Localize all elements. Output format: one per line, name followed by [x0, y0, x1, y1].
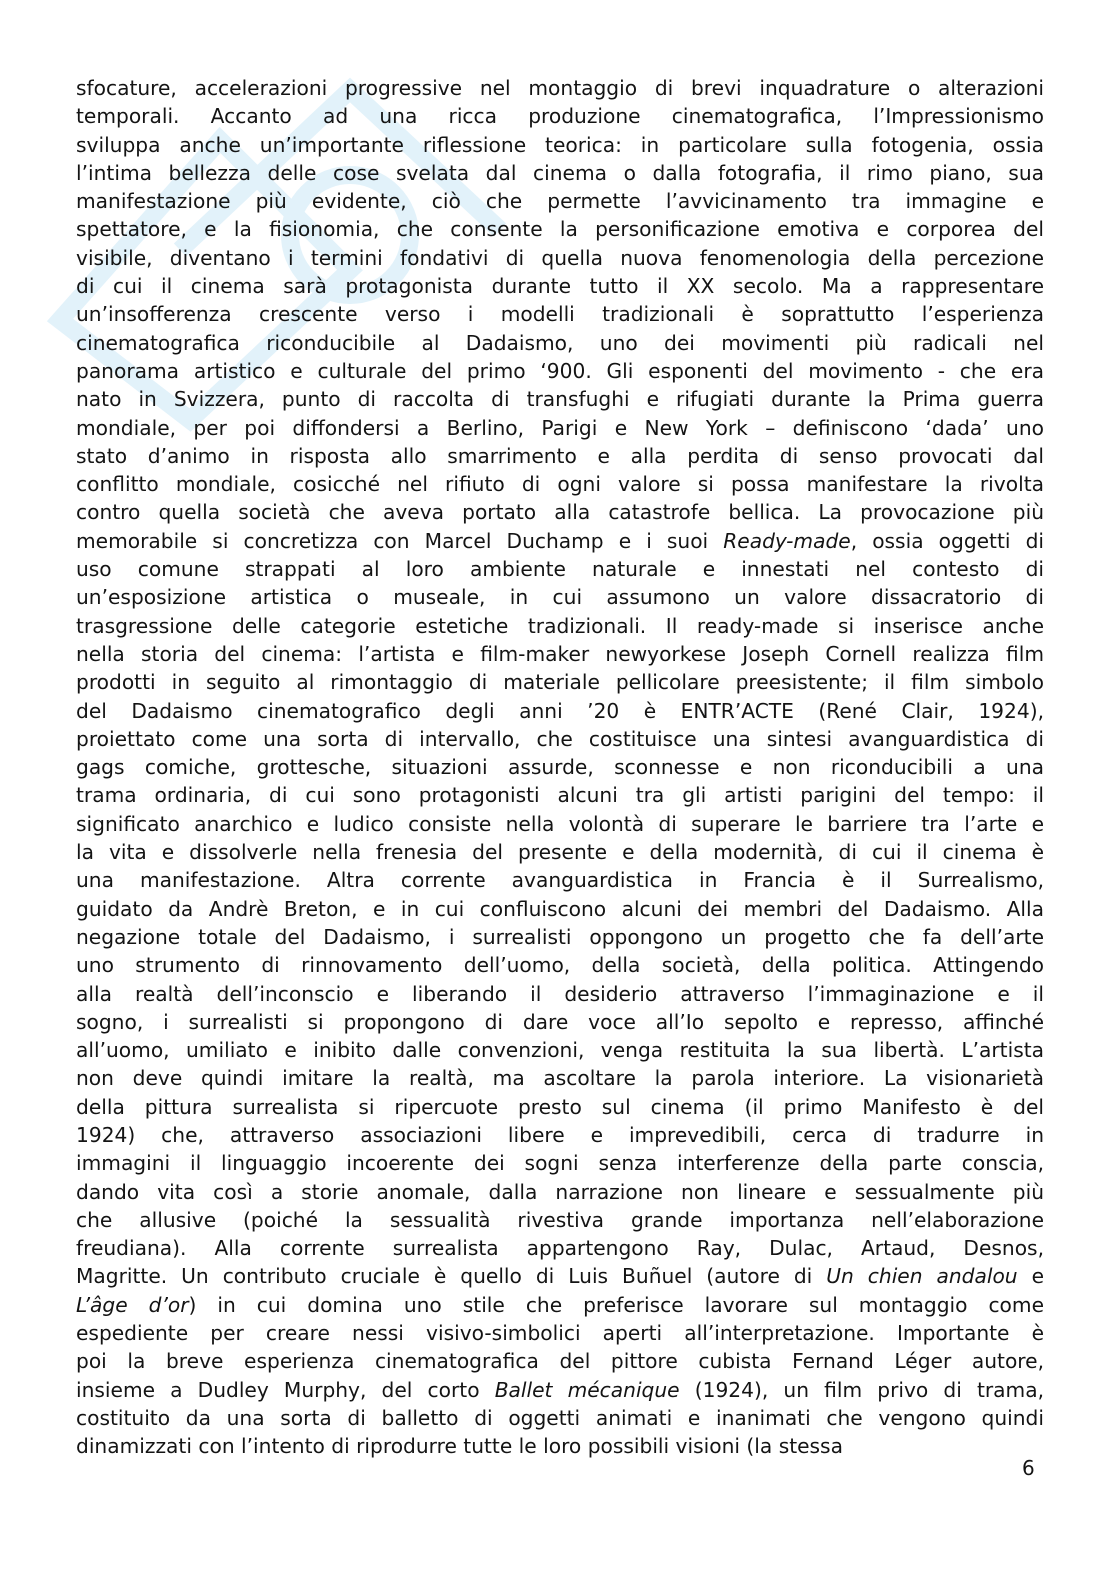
text-segment: alla realtà dell’inconscio e liberando il desiderio attraverso l’immaginazione e il — [76, 981, 1044, 1006]
text-line — [76, 159, 1044, 187]
text-line — [76, 74, 1044, 102]
text-segment: negazione totale del Dadaismo, i surrealisti oppongono un progetto che fa dell’arte — [76, 924, 1044, 949]
text-segment: temporali. Accanto ad una ricca produzione cinematografica, l’Impressionismo — [76, 104, 1044, 129]
text-line — [76, 1262, 1044, 1290]
text-segment: insieme a Dudley Murphy, del corto — [76, 1377, 495, 1402]
text-segment: nato in Svizzera, punto di raccolta di transfughi e rifugiati durante la Prima guerra — [76, 387, 1044, 412]
text-line — [76, 1064, 1044, 1092]
text-segment: trama ordinaria, di cui sono protagonisti alcuni tra gli artisti parigini del tempo: il — [76, 783, 1044, 808]
text-line — [76, 725, 1044, 753]
text-line — [76, 1036, 1044, 1064]
text-segment: prodotti in seguito al rimontaggio di materiale pellicolare preesistente; il film simbolo — [76, 670, 1044, 695]
text-line — [76, 1234, 1044, 1262]
text-line — [76, 470, 1044, 498]
text-segment: (1924), un film privo di trama, — [679, 1377, 1044, 1402]
text-line — [76, 895, 1044, 923]
text-segment: la vita e dissolverle nella frenesia del presente e della modernità, di cui il cinema è — [76, 840, 1044, 865]
text-line — [76, 1404, 1044, 1432]
text-line — [76, 357, 1044, 385]
text-line — [76, 781, 1044, 809]
text-segment: visibile, diventano i termini fondativi di quella nuova fenomenologia della percezione — [76, 245, 1044, 270]
text-line — [76, 640, 1044, 668]
text-segment: conflitto mondiale, cosicché nel rifiuto di ogni valore si possa manifestare la rivolta — [76, 472, 1044, 497]
text-line — [76, 1291, 1044, 1319]
text-line — [76, 810, 1044, 838]
text-segment: guidato da Andrè Breton, e in cui confluiscono alcuni dei membri del Dadaismo. Alla — [76, 896, 1044, 921]
text-segment: un’insofferenza crescente verso i modelli tradizionali è soprattutto l’esperienza — [76, 302, 1044, 327]
text-line — [76, 583, 1044, 611]
text-segment: panorama artistico e culturale del primo ‘900. Gli esponenti del movimento - che era — [76, 358, 1044, 383]
text-line — [76, 329, 1044, 357]
text-segment: dando vita così a storie anomale, dalla narrazione non lineare e sessualmente più — [76, 1179, 1044, 1204]
text-line — [76, 527, 1044, 555]
text-line — [76, 1376, 1044, 1404]
text-line — [76, 414, 1044, 442]
text-line — [76, 131, 1044, 159]
text-line — [76, 385, 1044, 413]
text-segment: sviluppa anche un’importante riflessione teorica: in particolare sulla fotogenia, ossia — [76, 132, 1044, 157]
text-line — [76, 951, 1044, 979]
text-segment: proiettato come una sorta di intervallo, che costituisce una sintesi avanguardistica di — [76, 726, 1044, 751]
text-segment: Magritte. Un contributo cruciale è quello di Luis Buñuel (autore di — [76, 1264, 827, 1289]
text-segment: di cui il cinema sarà protagonista durante tutto il XX secolo. Ma a rappresentare — [76, 274, 1044, 299]
text-line — [76, 838, 1044, 866]
text-line — [76, 187, 1044, 215]
text-segment: non deve quindi imitare la realtà, ma ascoltare la parola interiore. La visionarietà — [76, 1066, 1044, 1091]
text-line — [76, 1206, 1044, 1234]
text-segment: costituito da una sorta di balletto di oggetti animati e inanimati che vengono quindi — [76, 1405, 1044, 1430]
text-line — [76, 272, 1044, 300]
text-line — [76, 1008, 1044, 1036]
text-line — [76, 866, 1044, 894]
text-segment: un’esposizione artistica o museale, in cui assumono un valore dissacratorio di — [76, 585, 1044, 610]
text-segment: cinematografica riconducibile al Dadaismo, uno dei movimenti più radicali nel — [76, 330, 1044, 355]
text-segment: uso comune strappati al loro ambiente naturale e innestati nel contesto di — [76, 557, 1044, 582]
text-line — [76, 923, 1044, 951]
text-line — [76, 668, 1044, 696]
text-segment: poi la breve esperienza cinematografica del pittore cubista Fernand Léger autore, — [76, 1349, 1044, 1374]
text-segment: , ossia oggetti di — [850, 528, 1044, 553]
text-segment: e — [1017, 1264, 1044, 1289]
text-segment: stato d’animo in risposta allo smarrimento e alla perdita di senso provocati dal — [76, 443, 1044, 468]
text-segment: della pittura surrealista si ripercuote presto sul cinema (il primo Manifesto è del — [76, 1094, 1044, 1119]
text-segment: l’intima bellezza delle cose svelata dal cinema o dalla fotografia, il rimo piano, sua — [76, 160, 1044, 185]
text-segment: del Dadaismo cinematografico degli anni ’20 è ENTR’ACTE (René Clair, 1924), — [76, 698, 1044, 723]
text-line — [76, 1093, 1044, 1121]
text-segment: gags comiche, grottesche, situazioni assurde, sconnesse e non riconducibili a una — [76, 755, 1044, 780]
work-title: Ready-made — [723, 528, 851, 553]
text-segment: memorabile si concretizza con Marcel Duchamp e i suoi — [76, 528, 724, 553]
page-number: 6 — [1022, 1456, 1035, 1480]
text-segment: contro quella società che aveva portato alla catastrofe bellica. La provocazione più — [76, 500, 1044, 525]
text-segment: immagini il linguaggio incoerente dei sogni senza interferenze della parte conscia, — [76, 1151, 1044, 1176]
text-line — [76, 555, 1044, 583]
text-segment: freudiana). Alla corrente surrealista appartengono Ray, Dulac, Artaud, Desnos, — [76, 1236, 1044, 1261]
text-segment: significato anarchico e ludico consiste nella volontà di superare le barriere tra l’arte e — [76, 811, 1044, 836]
text-line — [76, 300, 1044, 328]
text-line — [76, 1149, 1044, 1177]
text-segment: mondiale, per poi diffondersi a Berlino, Parigi e New York – definiscono ‘dada’ uno — [76, 415, 1044, 440]
text-segment: uno strumento di rinnovamento dell’uomo, della società, della politica. Attingendo — [76, 953, 1044, 978]
text-segment: trasgressione delle categorie estetiche tradizionali. Il ready-made si inserisce anche — [76, 613, 1044, 638]
text-segment: all’uomo, umiliato e inibito dalle convenzioni, venga restituita la sua libertà. L’artista — [76, 1038, 1044, 1063]
work-title: Un chien andalou — [826, 1264, 1018, 1289]
text-line — [76, 215, 1044, 243]
work-title: Ballet mécanique — [494, 1377, 680, 1402]
text-line — [76, 1319, 1044, 1347]
work-title: L’âge d’or — [76, 1292, 189, 1317]
text-segment: espediente per creare nessi visivo-simbolici aperti all’interpretazione. Importante è — [76, 1321, 1044, 1346]
text-segment: ) in cui domina uno stile che preferisce lavorare sul montaggio come — [188, 1292, 1044, 1317]
text-line — [76, 697, 1044, 725]
text-segment: dinamizzati con l’intento di riprodurre tutte le loro possibili visioni (la stessa — [76, 1434, 843, 1459]
text-line — [76, 442, 1044, 470]
text-line — [76, 1178, 1044, 1206]
text-segment: sfocature, accelerazioni progressive nel montaggio di brevi inquadrature o alterazioni — [76, 76, 1044, 100]
text-line — [76, 244, 1044, 272]
text-segment: nella storia del cinema: l’artista e film-maker newyorkese Joseph Cornell realizza film — [76, 641, 1044, 666]
text-segment: che allusive (poiché la sessualità rivestiva grande importanza nell’elaborazione — [76, 1207, 1044, 1232]
text-line — [76, 753, 1044, 781]
text-line — [76, 1432, 1044, 1460]
text-segment: una manifestazione. Altra corrente avanguardistica in Francia è il Surrealismo, — [76, 868, 1044, 893]
text-line — [76, 1121, 1044, 1149]
text-segment: manifestazione più evidente, ciò che permette l’avvicinamento tra immagine e — [76, 189, 1044, 214]
text-segment: spettatore, e la fisionomia, che consente la personificazione emotiva e corporea del — [76, 217, 1044, 242]
text-line — [76, 1347, 1044, 1375]
text-line — [76, 980, 1044, 1008]
text-line — [76, 498, 1044, 526]
text-segment: 1924) che, attraverso associazioni libere e imprevedibili, cerca di tradurre in — [76, 1122, 1044, 1147]
text-segment: sogno, i surrealisti si propongono di dare voce all’Io sepolto e represso, affinché — [76, 1009, 1044, 1034]
text-line — [76, 612, 1044, 640]
text-line — [76, 102, 1044, 130]
page-body — [76, 74, 1044, 1461]
